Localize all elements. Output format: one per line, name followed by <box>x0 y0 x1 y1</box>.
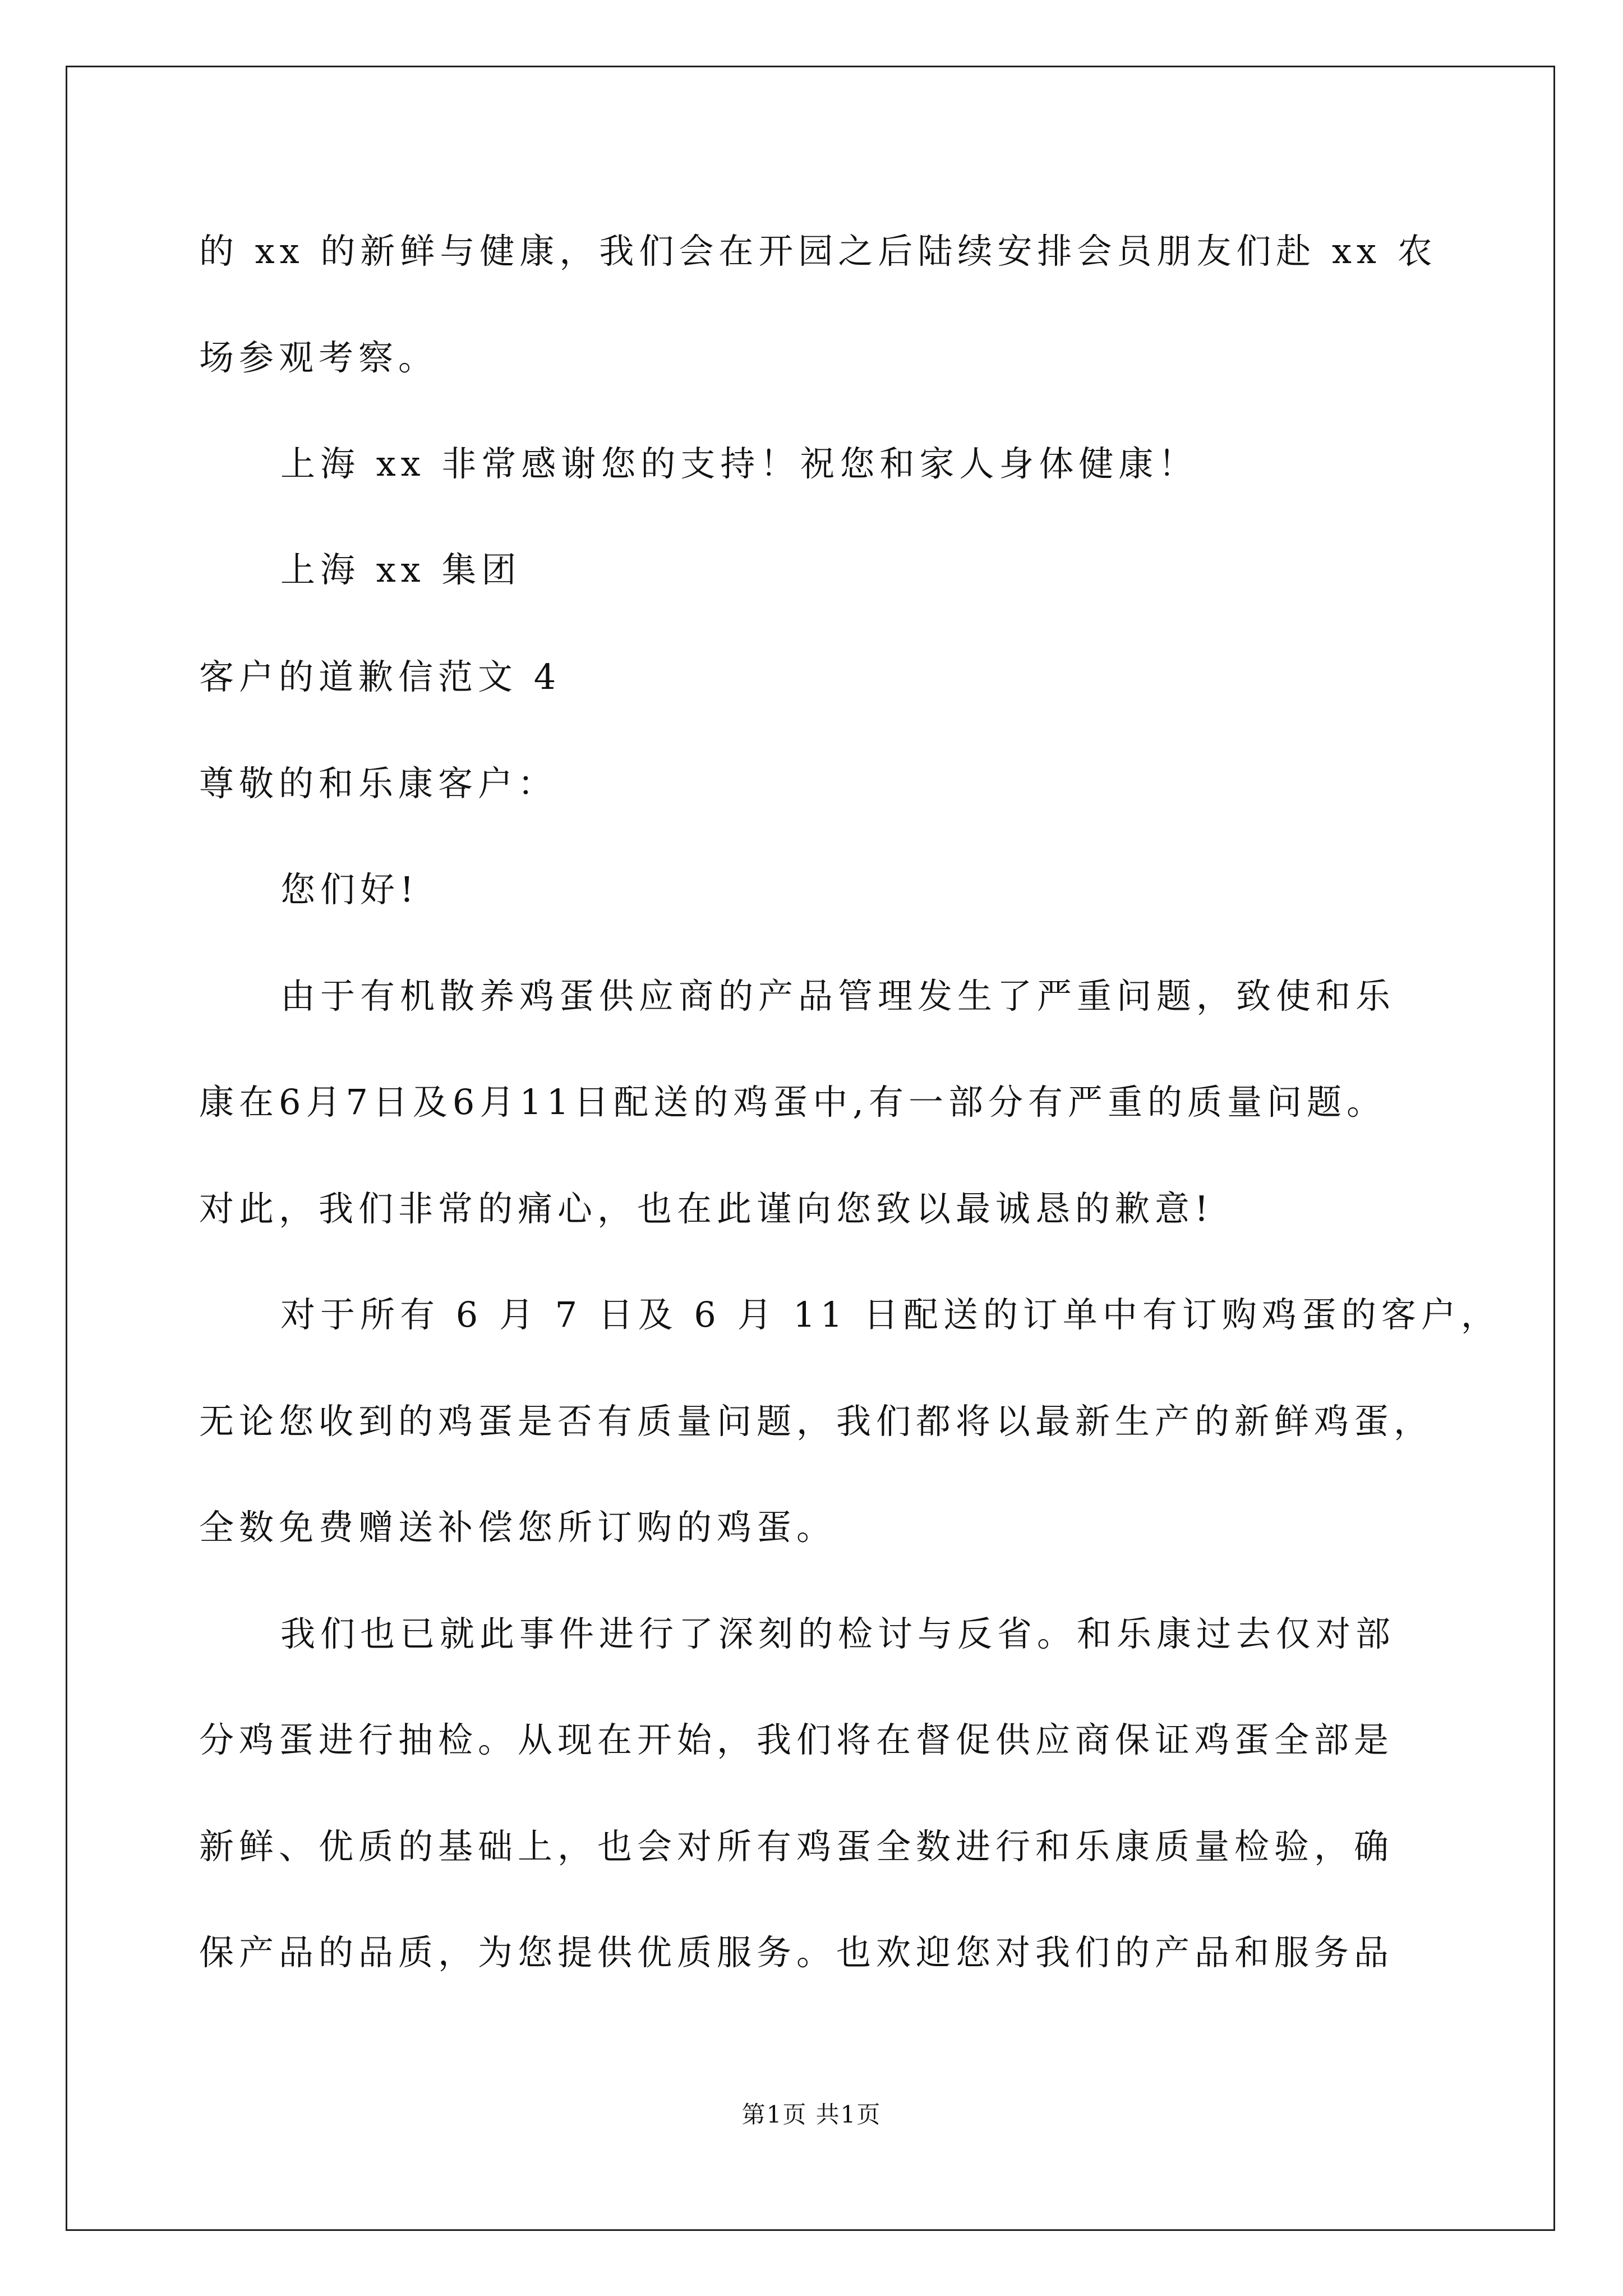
page-border <box>66 66 1555 2231</box>
text-line: 由于有机散养鸡蛋供应商的产品管理发生了严重问题，致使和乐 <box>280 976 1396 1016</box>
text-line: 的 xx 的新鲜与健康，我们会在开园之后陆续安排会员朋友们赴 xx 农 <box>199 231 1437 272</box>
text-line: 全数免费赠送补偿您所订购的鸡蛋。 <box>199 1507 837 1548</box>
text-line: 对于所有 6 月 7 日及 6 月 11 日配送的订单中有订购鸡蛋的客户， <box>280 1294 1501 1335</box>
text-line: 康在6月7日及6月11日配送的鸡蛋中,有一部分有严重的质量问题。 <box>199 1082 1386 1122</box>
signature-line: 上海 xx 集团 <box>280 549 522 590</box>
text-line: 新鲜、优质的基础上，也会对所有鸡蛋全数进行和乐康质量检验，确 <box>199 1826 1394 1867</box>
text-line: 无论您收到的鸡蛋是否有质量问题，我们都将以最新生产的新鲜鸡蛋， <box>199 1401 1434 1442</box>
text-line: 对此，我们非常的痛心，也在此谨向您致以最诚恳的歉意! <box>199 1188 1214 1229</box>
section-heading: 客户的道歉信范文 4 <box>199 656 561 697</box>
text-line: 分鸡蛋进行抽检。从现在开始，我们将在督促供应商保证鸡蛋全部是 <box>199 1719 1394 1760</box>
text-line: 上海 xx 非常感谢您的支持！祝您和家人身体健康！ <box>280 443 1198 484</box>
salutation: 尊敬的和乐康客户： <box>199 763 558 804</box>
text-line: 保产品的品质，为您提供优质服务。也欢迎您对我们的产品和服务品 <box>199 1932 1394 1973</box>
page-footer: 第1页 共1页 <box>741 2101 882 2128</box>
greeting: 您们好! <box>280 869 419 910</box>
text-line: 场参观考察。 <box>199 337 439 378</box>
text-line: 我们也已就此事件进行了深刻的检讨与反省。和乐康过去仅对部 <box>280 1613 1396 1654</box>
